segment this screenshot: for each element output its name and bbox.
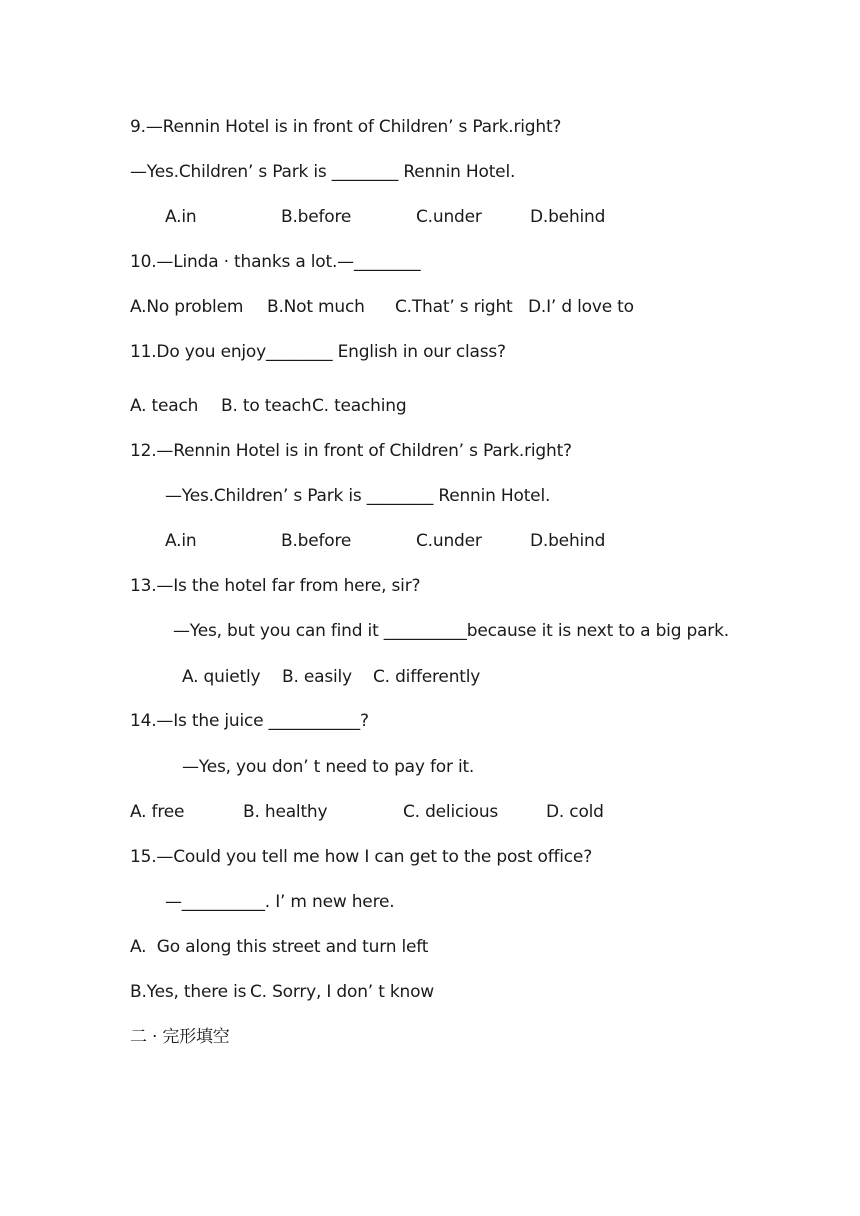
- question-10-option-a: A.No problem: [130, 297, 244, 317]
- question-12-stem: 12.—Rennin Hotel is in front of Children’ s Park.right?: [130, 441, 572, 461]
- question-9-stem: 9.—Rennin Hotel is in front of Children’ s Park.right?: [130, 117, 562, 137]
- question-12-option-a: A.in: [165, 531, 197, 551]
- question-14-option-d: D. cold: [546, 802, 604, 822]
- question-12-option-d: D.behind: [530, 531, 606, 551]
- question-10-stem: 10.—Linda · thanks a lot.—________: [130, 252, 421, 272]
- question-9-option-b: B.before: [281, 207, 352, 227]
- question-14-option-b: B. healthy: [243, 802, 328, 822]
- question-9-option-c: C.under: [416, 207, 482, 227]
- question-9-reply: —Yes.Children’ s Park is ________ Rennin Hotel.: [130, 162, 516, 182]
- question-14-option-c: C. delicious: [403, 802, 499, 822]
- question-15-stem: 15.—Could you tell me how I can get to the post office?: [130, 847, 593, 867]
- question-14-option-a: A. free: [130, 802, 185, 822]
- question-10-option-d: D.I’ d love to: [528, 297, 634, 317]
- question-13-option-c: C. differently: [373, 667, 481, 687]
- question-14-stem: 14.—Is the juice ___________?: [130, 711, 369, 731]
- question-9-option-a: A.in: [165, 207, 197, 227]
- question-11-stem: 11.Do you enjoy________ English in our class?: [130, 342, 506, 362]
- question-11-option-b: B. to teach: [221, 396, 312, 416]
- question-15-option-c: C. Sorry, I don’ t know: [250, 982, 435, 1002]
- question-12-option-c: C.under: [416, 531, 482, 551]
- question-14-reply: —Yes, you don’ t need to pay for it.: [182, 757, 475, 777]
- question-15-option-a: A. Go along this street and turn left: [130, 937, 429, 957]
- question-12-reply: —Yes.Children’ s Park is ________ Rennin Hotel.: [165, 486, 551, 506]
- question-15-reply: —__________. I’ m new here.: [165, 892, 395, 912]
- question-10-option-c: C.That’ s right: [395, 297, 513, 317]
- question-13-stem: 13.—Is the hotel far from here, sir?: [130, 576, 421, 596]
- question-12-option-b: B.before: [281, 531, 352, 551]
- question-10-option-b: B.Not much: [267, 297, 365, 317]
- question-11-option-a: A. teach: [130, 396, 199, 416]
- question-9-option-d: D.behind: [530, 207, 606, 227]
- question-11-option-c: C. teaching: [312, 396, 407, 416]
- question-13-option-b: B. easily: [282, 667, 352, 687]
- section-heading: 二 · 完形填空: [130, 1027, 230, 1047]
- question-13-reply: —Yes, but you can find it __________because it is next to a big park.: [173, 621, 729, 641]
- question-13-option-a: A. quietly: [182, 667, 261, 687]
- question-15-option-b: B.Yes, there is: [130, 982, 247, 1002]
